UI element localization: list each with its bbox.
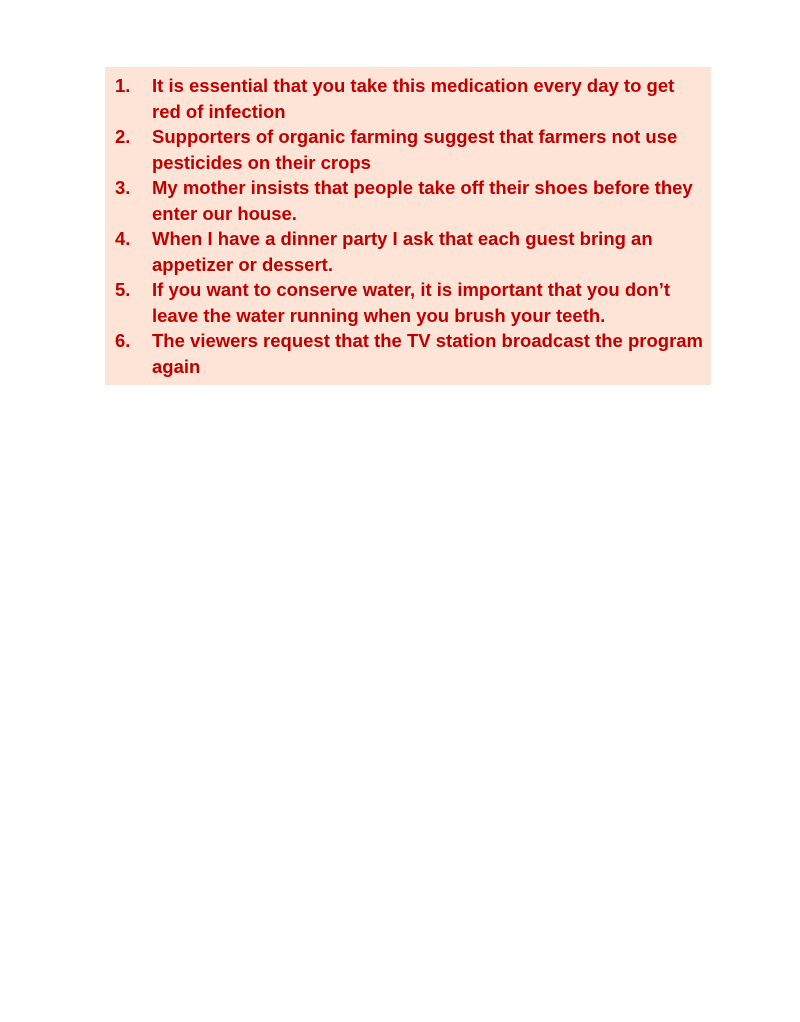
list-item <box>105 328 711 379</box>
item-number: 3. <box>115 177 131 198</box>
item-text: If you want to conserve water, it is important that you don’t leave the water running when you brush your teeth. <box>152 279 671 326</box>
item-text: My mother insists that people take off their shoes before they enter our house. <box>152 177 693 224</box>
sentence-list-box <box>105 67 711 385</box>
item-text: When I have a dinner party I ask that each guest bring an appetizer or dessert. <box>152 228 653 275</box>
item-text: It is essential that you take this medication every day to get red of infection <box>152 75 675 122</box>
item-number: 5. <box>115 279 131 300</box>
list-item <box>105 73 711 124</box>
item-text: Supporters of organic farming suggest that farmers not use pesticides on their crops <box>152 126 678 173</box>
item-text: The viewers request that the TV station broadcast the program again <box>152 330 704 377</box>
item-number: 6. <box>115 330 131 351</box>
item-number: 1. <box>115 75 131 96</box>
list-item <box>105 175 711 226</box>
list-item <box>105 124 711 175</box>
item-number: 2. <box>115 126 131 147</box>
sentence-list <box>105 73 711 379</box>
item-number: 4. <box>115 228 131 249</box>
list-item <box>105 277 711 328</box>
list-item <box>105 226 711 277</box>
